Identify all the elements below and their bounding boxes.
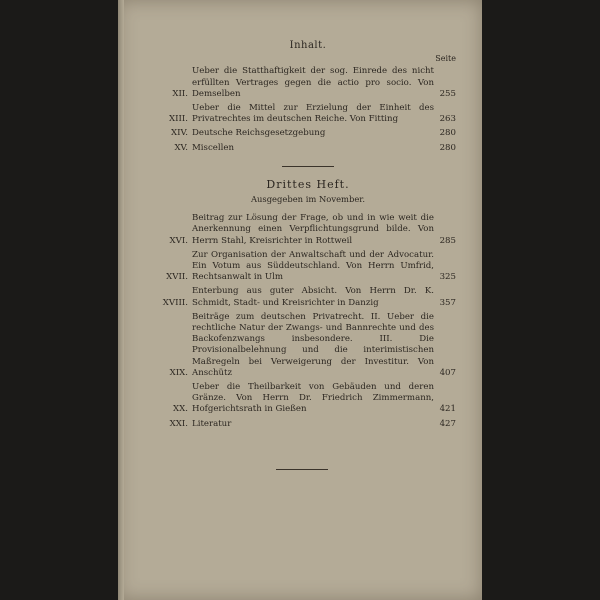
- entry-text: Deutsche Reichsgesetzgebung: [192, 128, 326, 139]
- entry-page: 280: [439, 128, 456, 139]
- section-divider: [282, 166, 334, 167]
- toc-entry: [160, 419, 456, 430]
- entry-page: 285: [439, 235, 456, 246]
- entry-number: XIX.: [169, 367, 188, 378]
- table-of-contents: [160, 40, 456, 433]
- toc-title: Inhalt.: [289, 40, 327, 51]
- entry-number: XII.: [172, 88, 188, 99]
- entry-text: Ueber die Mittel zur Erzielung der Einheit des Privatrechtes im deutschen Reiche. Von Fitting: [192, 103, 434, 125]
- entry-text: Zur Organisation der Anwaltschaft und der Advocatur. Ein Votum aus Süddeutschland. Von Herrn Umfrid, Rechtsanwalt in Ulm: [192, 249, 434, 283]
- entry-page: 407: [439, 367, 456, 378]
- toc-entry: [160, 382, 456, 416]
- toc-entry: [160, 103, 456, 125]
- entry-page: 263: [439, 114, 456, 125]
- section-title: Drittes Heft.: [266, 177, 350, 191]
- entry-number: XX.: [173, 404, 188, 415]
- entry-text: Miscellen: [192, 142, 234, 153]
- entry-text: Beiträge zum deutschen Privatrecht. II. Ueber die rechtliche Natur der Zwangs- und Bannrechte und des Backofenzwangs insbesondere. III. Die Provisionalbelehnung und die interimistischen Maßregeln bei Verweigerung der Investitur. Von Anschütz: [192, 311, 434, 378]
- entry-page: 325: [439, 272, 456, 283]
- section-subtitle: Ausgegeben im November.: [250, 194, 366, 205]
- entries-group-1: [160, 66, 456, 153]
- toc-entry: [160, 66, 456, 100]
- entry-number: XV.: [174, 142, 188, 153]
- entry-number: XVII.: [166, 272, 188, 283]
- page-column-label: Seite: [435, 54, 456, 64]
- end-divider: [276, 469, 328, 470]
- entry-text: Ueber die Theilbarkeit von Gebäuden und deren Gränze. Von Herrn Dr. Friedrich Zimmermann, Hofgerichtsrath in Gießen: [192, 382, 434, 415]
- toc-entry: [160, 143, 456, 154]
- toc-entry: [160, 286, 456, 308]
- entries-group-2: [160, 213, 456, 430]
- toc-entry: [160, 213, 456, 247]
- toc-entry: [160, 250, 456, 284]
- entry-page: 255: [439, 88, 456, 99]
- entry-page: 421: [439, 404, 456, 415]
- page-edge: [118, 0, 124, 600]
- entry-text: Beitrag zur Lösung der Frage, ob und in wie weit die Anerkennung einen Verpflichtungsgrund bilde. Von Herrn Stahl, Kreisrichter in Rottweil: [192, 213, 434, 246]
- entry-text: Ueber die Statthaftigkeit der sog. Einrede des nicht erfüllten Vertrages gegen die actio pro socio. Von Demselben: [192, 66, 434, 99]
- entry-number: XVI.: [169, 235, 188, 246]
- entry-page: 280: [439, 142, 456, 153]
- entry-page: 357: [439, 297, 456, 308]
- entry-text: Enterbung aus guter Absicht. Von Herrn Dr. K. Schmidt, Stadt- und Kreisrichter in Danzig: [192, 286, 434, 308]
- entry-number: XVIII.: [162, 297, 188, 308]
- entry-number: XIII.: [168, 114, 188, 125]
- toc-entry: [160, 128, 456, 139]
- toc-entry: [160, 312, 456, 379]
- entry-number: XIV.: [171, 128, 188, 139]
- entry-text: Literatur: [192, 418, 232, 429]
- entry-page: 427: [439, 418, 456, 429]
- entry-number: XXI.: [169, 418, 188, 429]
